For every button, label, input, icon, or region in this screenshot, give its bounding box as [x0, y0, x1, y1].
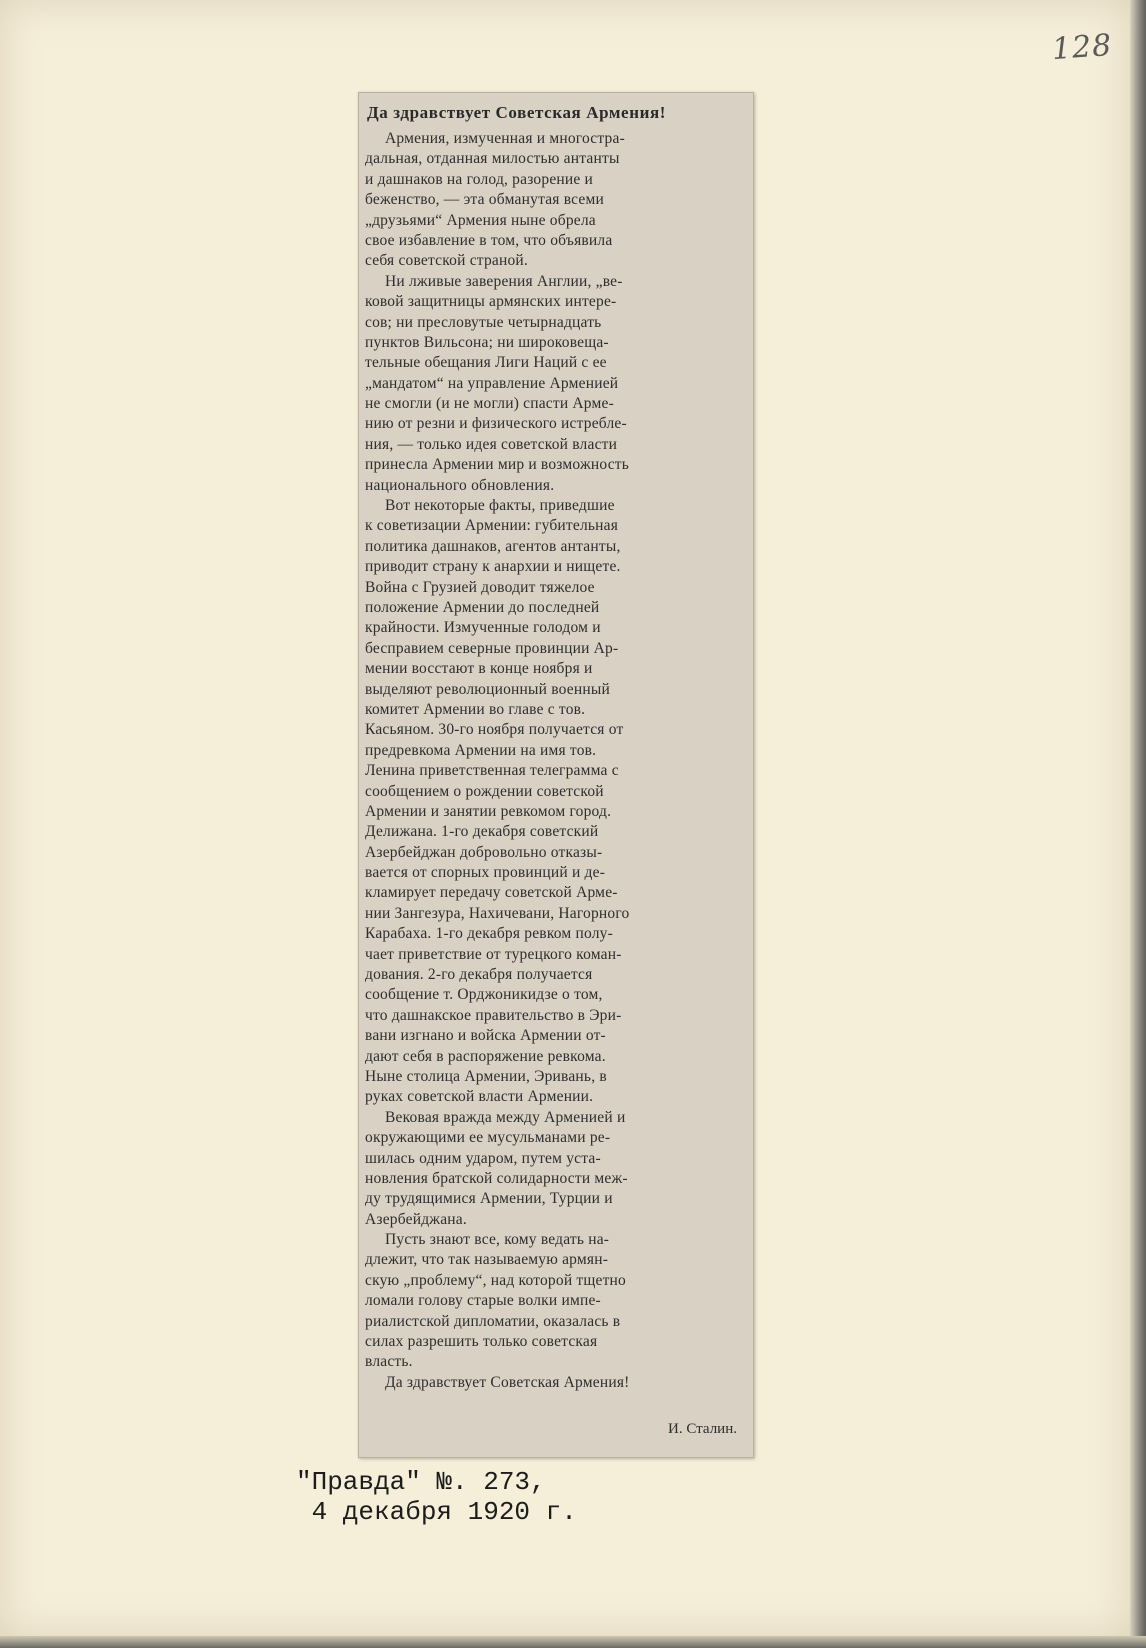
- clipping-line: Армении и занятии ревкомом город.: [365, 802, 612, 820]
- clipping-line: Пусть знают все, кому ведать на-: [385, 1231, 610, 1249]
- clipping-line: Война с Грузией доводит тяжелое: [365, 578, 595, 596]
- clipping-line: предревкома Армении на имя тов.: [365, 741, 597, 759]
- source-caption: [296, 1467, 577, 1527]
- clipping-line: Ныне столица Армении, Эривань, в: [365, 1067, 607, 1085]
- folio-number: 128: [1050, 27, 1114, 68]
- clipping-line: Ни лживые заверения Англии, „ве-: [385, 272, 623, 290]
- sheet-edge-bottom: [0, 1636, 1146, 1648]
- clipping-line: Азербейджан добровольно отказы-: [365, 843, 603, 861]
- clipping-line: к советизации Армении: губительная: [365, 517, 619, 535]
- clipping-line: дования. 2-го декабря получается: [365, 966, 593, 984]
- clipping-line: что дашнакское правительство в Эри-: [365, 1006, 622, 1024]
- clipping-line: ковой защитницы армянских интере-: [365, 293, 617, 311]
- clipping-line: руках советской власти Армении.: [365, 1088, 594, 1106]
- clipping-line: выделяют революционный военный: [365, 680, 610, 698]
- clipping-line: бесправием северные провинции Ар-: [365, 639, 619, 657]
- clipping-line: Касьяном. 30-го ноября получается от: [365, 721, 624, 739]
- clipping-line: скую „проблему“, над которой тщетно: [365, 1271, 626, 1289]
- clipping-line: свое избавление в том, что объявила: [365, 231, 613, 249]
- clipping-line: мении восстают в конце ноября и: [365, 660, 593, 678]
- clipping-line: риалистской дипломатии, оказалась в: [365, 1312, 621, 1330]
- clipping-line: приводит страну к анархии и нищете.: [365, 558, 621, 576]
- clipping-line: Ленина приветственная телеграмма с: [365, 762, 619, 780]
- clipping-line: не смогли (и не могли) спасти Арме-: [365, 395, 614, 413]
- clipping-line: „мандатом“ на управление Арменией: [365, 374, 619, 392]
- clipping-line: кламирует передачу советской Арме-: [365, 884, 618, 902]
- clipping-line: нии Зангезура, Нахичевани, Нагорного: [365, 904, 630, 922]
- clipping-line: пунктов Вильсона; ни широковеща-: [365, 333, 609, 351]
- newspaper-clipping: [358, 92, 754, 1458]
- clipping-line: Карабаха. 1-го декабря ревком полу-: [365, 925, 613, 943]
- clipping-line: вается от спорных провинций и де-: [365, 864, 606, 882]
- clipping-line: Да здравствует Советская Армения!: [385, 1373, 630, 1391]
- clipping-line: крайности. Измученные голодом и: [365, 619, 601, 637]
- clipping-line: национального обновления.: [365, 476, 555, 494]
- clipping-line: политика дашнаков, агентов антанты,: [365, 537, 621, 555]
- clipping-line: Армения, измученная и многостра-: [385, 130, 625, 147]
- clipping-line: власть.: [365, 1353, 413, 1371]
- clipping-line: ломали голову старые волки импе-: [365, 1292, 601, 1310]
- clipping-line: Делижана. 1-го декабря советский: [365, 823, 599, 841]
- clipping-line: дальная, отданная милостью антанты: [365, 150, 620, 168]
- clipping-body: [365, 129, 749, 1393]
- clipping-line: беженство, — эта обманутая всеми: [365, 191, 604, 209]
- clipping-line: „друзьями“ Армения ныне обрела: [365, 211, 596, 229]
- clipping-line: ду трудящимися Армении, Турции и: [365, 1190, 613, 1208]
- clipping-line: Азербейджана.: [365, 1210, 467, 1228]
- clipping-line: комитет Армении во главе с тов.: [365, 700, 586, 718]
- clipping-line: силах разрешить только советская: [365, 1333, 598, 1351]
- clipping-line: дают себя в распоряжение ревкома.: [365, 1047, 606, 1065]
- clipping-line: положение Армении до последней: [365, 598, 600, 616]
- clipping-line: окружающими ее мусульманами ре-: [365, 1129, 611, 1147]
- clipping-line: тельные обещания Лиги Наций с ее: [365, 354, 607, 372]
- clipping-line: сов; ни пресловутые четырнадцать: [365, 313, 602, 331]
- caption-date: 4 декабря 1920 г.: [296, 1497, 577, 1527]
- clipping-line: ния, — только идея советской власти: [365, 435, 618, 453]
- clipping-line: вани изгнано и войска Армении от-: [365, 1027, 606, 1045]
- clipping-line: сообщением о рождении советской: [365, 782, 604, 800]
- clipping-line: сообщение т. Орджоникидзе о том,: [365, 986, 603, 1004]
- caption-newspaper: "Правда" №. 273,: [296, 1467, 546, 1497]
- clipping-line: и дашнаков на голод, разорение и: [365, 170, 594, 188]
- clipping-line: себя советской страной.: [365, 252, 528, 270]
- clipping-signature: И. Сталин.: [668, 1421, 737, 1437]
- clipping-line: шилась одним ударом, путем уста-: [365, 1149, 601, 1167]
- clipping-line: длежит, что так называемую армян-: [365, 1251, 609, 1269]
- clipping-line: чает приветствие от турецкого коман-: [365, 945, 622, 963]
- clipping-line: новления братской солидарности меж-: [365, 1169, 628, 1187]
- clipping-line: Вот некоторые факты, приведшие: [385, 497, 615, 515]
- sheet-edge-right: [1130, 0, 1146, 1648]
- clipping-line: Вековая вражда между Арменией и: [385, 1108, 626, 1126]
- clipping-line: нию от резни и физического истребле-: [365, 415, 627, 433]
- clipping-line: принесла Армении мир и возможность: [365, 456, 630, 474]
- clipping-title: Да здравствует Советская Армения!: [367, 103, 667, 122]
